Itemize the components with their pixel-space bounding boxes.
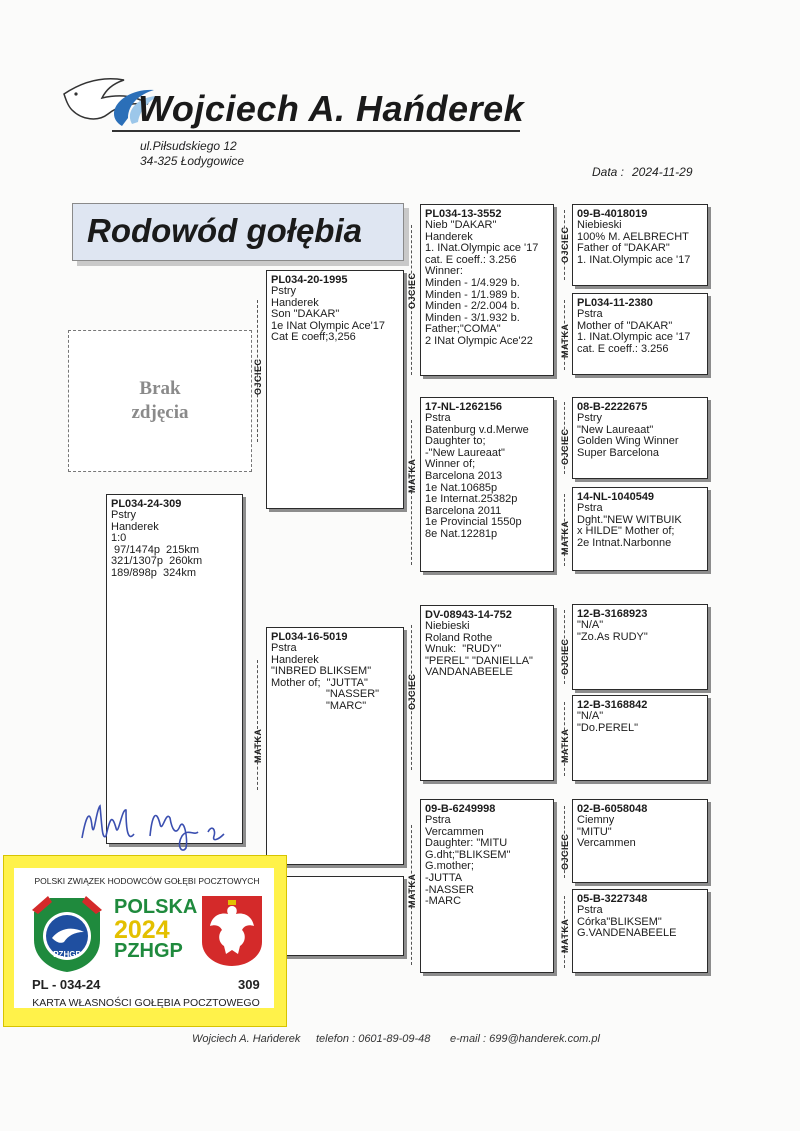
ring-number: PL034-20-1995 [271, 274, 348, 286]
detail-line: Roland Rothe [425, 631, 493, 644]
detail-line: Vercammen [577, 837, 636, 850]
detail-line: "INBRED BLIKSEM" [271, 665, 372, 678]
detail-line: Cat E coeff;3,256 [271, 331, 356, 344]
detail-line: 8e Nat.12281p [425, 527, 498, 540]
detail-line: Barcelona 2013 [425, 469, 503, 482]
card-assoc: PZHGP [114, 940, 183, 962]
sdd-box [572, 487, 708, 571]
label-father: OJCIEC [407, 673, 417, 710]
label-father: OJCIEC [560, 428, 570, 465]
footer-email: e-mail : 699@handerek.com.pl [450, 1033, 600, 1045]
detail-line: 1e Nat.10685p [425, 481, 498, 494]
polish-eagle [200, 894, 264, 968]
signature-icon [76, 796, 246, 856]
detail-line: 1. INat.Olympic ace '17 [577, 253, 691, 266]
detail-line: Dght."NEW WITBUIK [577, 513, 682, 526]
detail-line: Winner: [425, 265, 463, 278]
detail-line: 1:0 [111, 532, 127, 545]
badge-label: PZHGP [53, 950, 81, 959]
detail-line: 1e Internat.25382p [425, 493, 518, 506]
sds-details [573, 413, 707, 459]
detail-line: Wnuk: "RUDY" [425, 643, 502, 656]
detail-line: cat. E coeff.: 3.256 [577, 342, 669, 355]
date-value: 2024-11-29 [632, 165, 693, 179]
detail-line: Handerek [111, 520, 159, 533]
detail-line: 1. INat.Olympic ace '17 [425, 242, 539, 255]
ddd-details [573, 905, 707, 940]
detail-line: 2e Intnat.Narbonne [577, 536, 672, 549]
ssd-details [573, 309, 707, 355]
detail-line: Minden - 3/1.932 b. [425, 311, 520, 324]
photo-text-line2: zdjęcia [131, 402, 189, 423]
detail-line: Minden - 1/4.929 b. [425, 276, 520, 289]
subject-details [107, 510, 242, 580]
card-org: POLSKI ZWIĄZEK HODOWCÓW GOŁĘBI POCZTOWYCH [34, 876, 260, 886]
breeder-name: Wojciech A. Hańderek [138, 88, 525, 129]
dam-box [266, 627, 404, 865]
dsd-box [572, 695, 708, 781]
sss-box [572, 204, 708, 286]
ring-number: 12-B-3168842 [577, 699, 648, 711]
detail-line: Barcelona 2011 [425, 504, 502, 517]
ring-number: 09-B-6249998 [425, 803, 496, 815]
dds-box [572, 799, 708, 883]
detail-line: Son "DAKAR" [271, 308, 340, 321]
detail-line: Handerek [271, 653, 319, 666]
ring-number: PL034-24-309 [111, 498, 182, 510]
sdd-details [573, 503, 707, 549]
detail-line: -JUTTA [425, 871, 463, 884]
pzhgp-badge [28, 894, 106, 974]
footer-name: Wojciech A. Hańderek [192, 1033, 301, 1045]
detail-line: -"New Laureaat" [425, 446, 505, 459]
detail-line: Super Barcelona [577, 446, 659, 459]
polish-eagle-icon [200, 894, 264, 968]
detail-line: "Do.PEREL" [577, 721, 638, 734]
detail-line: Father;"COMA" [425, 323, 501, 336]
photo-placeholder [68, 330, 252, 472]
detail-line: 189/898p 324km [111, 566, 197, 579]
detail-line: Ciemny [577, 814, 615, 826]
detail-line: Niebieski [577, 219, 622, 231]
detail-line: Pstry [271, 285, 297, 297]
detail-line: Minden - 2/2.004 b. [425, 300, 520, 313]
detail-line: "Zo.As RUDY" [577, 630, 648, 643]
detail-line: VANDANABEELE [425, 666, 513, 679]
detail-line: "New Laureaat" [577, 423, 654, 436]
detail-line: 97/1474p 215km [111, 543, 200, 556]
label-mother: MATKA [560, 323, 570, 358]
detail-line: G.dht;"BLIKSEM" [425, 848, 511, 861]
label-mother: MATKA [253, 728, 263, 763]
label-mother: MATKA [407, 458, 417, 493]
dss-box [572, 604, 708, 690]
detail-line: Batenburg v.d.Merwe [425, 423, 529, 436]
dam-details [267, 643, 403, 713]
detail-line: "NASSER" [271, 688, 380, 701]
label-father: OJCIEC [560, 833, 570, 870]
sd-details [421, 413, 553, 541]
dam-dam-box [420, 799, 554, 973]
ring-number: PL034-13-3552 [425, 208, 502, 220]
signature [76, 796, 246, 856]
detail-line: Pstra [577, 308, 603, 320]
dds-details [573, 815, 707, 850]
card-country: POLSKA [114, 896, 198, 918]
pzhgp-badge-icon [28, 894, 106, 974]
dsd-details [573, 711, 707, 734]
detail-line: "PEREL" "DANIELLA" [425, 654, 533, 667]
address-line1: ul.Piłsudskiego 12 [140, 139, 237, 153]
detail-line: Mother of "DAKAR" [577, 319, 673, 332]
detail-line: G.mother; [425, 860, 474, 873]
label-father: OJCIEC [560, 638, 570, 675]
dd-details [421, 815, 553, 908]
ring-number: 02-B-6058048 [577, 803, 648, 815]
detail-line: Daughter to; [425, 435, 486, 448]
detail-line: Pstry [577, 412, 603, 424]
detail-line: 321/1307p 260km [111, 555, 203, 568]
card-caption: KARTA WŁASNOŚCI GOŁĘBIA POCZTOWEGO [32, 997, 260, 1009]
label-father: OJCIEC [253, 358, 263, 395]
sire-sire-box [420, 204, 554, 376]
detail-line: Daughter: "MITU [425, 837, 508, 850]
detail-line: Pstra [577, 904, 603, 916]
card-year: 2024 [114, 916, 170, 944]
ring-number: 08-B-2222675 [577, 401, 648, 413]
label-mother: MATKA [560, 728, 570, 763]
detail-line: -NASSER [425, 883, 474, 896]
detail-line: Father of "DAKAR" [577, 242, 670, 255]
ownership-card [3, 855, 287, 1027]
detail-line: Minden - 1/1.989 b. [425, 288, 520, 301]
detail-line: Handerek [425, 230, 473, 243]
page-title: Rodowód gołębia [87, 212, 362, 249]
dam-sire-box [420, 605, 554, 781]
logo-underline [112, 130, 520, 132]
detail-line: Winner of; [425, 458, 476, 471]
detail-line: Pstra [425, 814, 451, 826]
label-mother: MATKA [560, 918, 570, 953]
subject-pigeon-box [106, 494, 243, 844]
detail-line: G.VANDENABEELE [577, 927, 677, 940]
detail-line: x HILDE" Mother of; [577, 525, 675, 538]
detail-line: "MITU" [577, 825, 612, 838]
date-label: Data : [592, 165, 625, 179]
detail-line: Pstra [271, 642, 297, 654]
detail-line: "MARC" [271, 699, 367, 712]
ssd-box [572, 293, 708, 375]
pedigree-title-box [72, 203, 404, 261]
connector-line [257, 660, 258, 790]
detail-line: 100% M. AELBRECHT [577, 230, 689, 243]
detail-line: "N/A" [577, 619, 604, 631]
label-father: OJCIEC [560, 226, 570, 263]
detail-line: Vercammen [425, 825, 484, 838]
card-ring-number: 309 [238, 977, 260, 992]
ss-details [421, 220, 553, 348]
detail-line: Golden Wing Winner [577, 435, 679, 448]
detail-line: 1. INat.Olympic ace '17 [577, 331, 691, 344]
sire-details [267, 286, 403, 344]
detail-line: Mother of; "JUTTA" [271, 676, 368, 689]
sss-details [573, 220, 707, 266]
ring-number: 09-B-4018019 [577, 208, 648, 220]
detail-line: Nieb "DAKAR" [425, 219, 497, 231]
ddd-box [572, 889, 708, 973]
dss-details [573, 620, 707, 643]
ring-number: 14-NL-1040549 [577, 491, 655, 503]
footer-phone: telefon : 0601-89-09-48 [316, 1033, 431, 1045]
card-ring-prefix: PL - 034-24 [32, 977, 101, 992]
detail-line: 1e INat Olympic Ace'17 [271, 319, 385, 332]
detail-line: "N/A" [577, 710, 604, 722]
detail-line: Córka"BLIKSEM" [577, 915, 662, 928]
detail-line: 1e Provincial 1550p [425, 516, 522, 529]
detail-line: Handerek [271, 296, 319, 309]
ring-number: PL034-16-5019 [271, 631, 348, 643]
label-mother: MATKA [407, 873, 417, 908]
label-mother: MATKA [560, 520, 570, 555]
detail-line: Pstry [111, 509, 137, 521]
detail-line: cat. E coeff.: 3.256 [425, 253, 517, 266]
address-line2: 34-325 Łodygowice [140, 154, 245, 168]
ring-number: DV-08943-14-752 [425, 609, 512, 621]
detail-line: Pstra [577, 502, 603, 514]
ring-number: PL034-11-2380 [577, 297, 653, 309]
detail-line: Niebieski [425, 620, 470, 632]
sds-box [572, 397, 708, 479]
detail-line: Pstra [425, 412, 451, 424]
photo-text-line1: Brak [139, 378, 181, 399]
ring-number: 05-B-3227348 [577, 893, 648, 905]
detail-line: -MARC [425, 895, 462, 908]
sire-dam-box [420, 397, 554, 572]
sire-box [266, 270, 404, 509]
ds-details [421, 621, 553, 679]
ring-number: 12-B-3168923 [577, 608, 648, 620]
detail-line: 2 INat Olympic Ace'22 [425, 334, 533, 347]
ring-number: 17-NL-1262156 [425, 401, 503, 413]
label-father: OJCIEC [407, 272, 417, 309]
